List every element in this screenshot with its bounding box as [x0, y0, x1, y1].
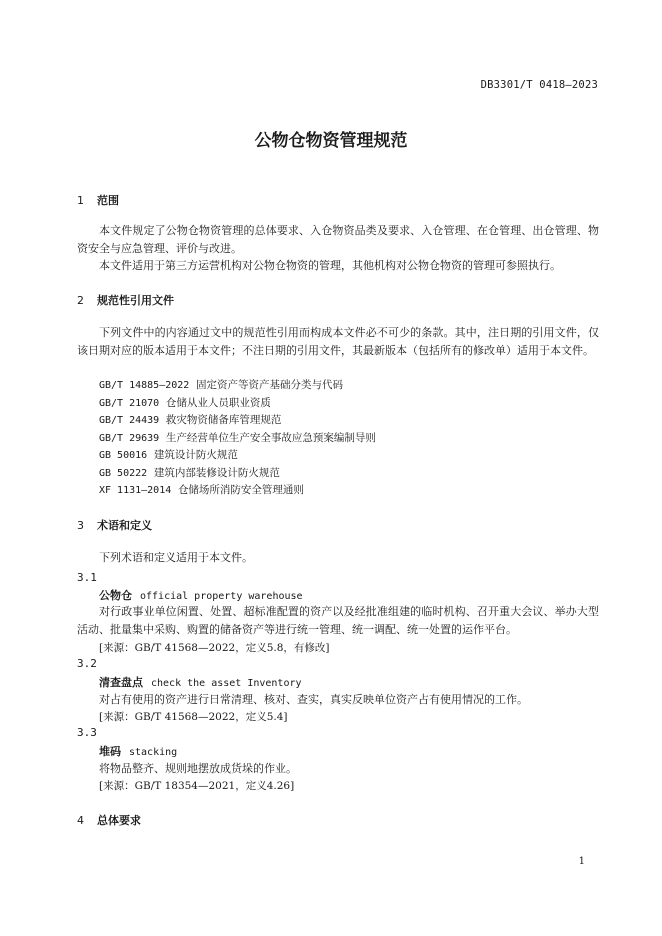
- term-definition: 将物品整齐、规则地摆放成货垛的作业。: [99, 762, 297, 775]
- term-name: 堆码 stacking: [99, 745, 178, 758]
- term-number: 3.2: [77, 657, 97, 670]
- section-4-heading: [77, 812, 141, 828]
- term-definition: 对占有使用的资产进行日常清理、核对、查实，真实反映单位资产占有使用情况的工作。: [99, 693, 528, 706]
- section-title: 规范性引用文件: [97, 294, 174, 307]
- section-title: 术语和定义: [97, 519, 152, 532]
- section-1-paragraph-1: 本文件规定了公物仓物资管理的总体要求、入仓物资品类及要求、入仓管理、在仓管理、出仓管理、物资安全与应急管理、评价与改进。: [77, 224, 599, 255]
- section-number: 2: [77, 294, 84, 307]
- normative-references-list: [99, 377, 376, 500]
- term-number: 3.1: [77, 571, 97, 584]
- reference-item: GB/T 29639 生产经营单位生产安全事故应急预案编制导则: [99, 431, 376, 444]
- reference-item: GB/T 14885—2022 固定资产等资产基础分类与代码: [99, 379, 343, 391]
- term-name: 公物仓 official property warehouse: [99, 589, 303, 602]
- section-number: 3: [77, 519, 84, 532]
- section-title: 范围: [97, 194, 119, 207]
- section-number: 1: [77, 194, 84, 207]
- term-number: 3.3: [77, 726, 97, 739]
- reference-item: GB/T 21070 仓储从业人员职业资质: [99, 396, 271, 409]
- section-title: 总体要求: [97, 814, 141, 827]
- section-3-intro: 下列术语和定义适用于本文件。: [99, 551, 253, 564]
- reference-item: GB/T 24439 救灾物资储备库管理规范: [99, 414, 282, 426]
- term-definition: 对行政事业单位闲置、处置、超标准配置的资产以及经批准组建的临时机构、召开重大会议、举办大型活动、批量集中采购、购置的储备资产等进行统一管理、统一调配、统一处置的运作平台。: [77, 605, 599, 636]
- section-1-paragraph-2: 本文件适用于第三方运营机构对公物仓物资的管理，其他机构对公物仓物资的管理可参照执行。: [99, 259, 561, 272]
- reference-item: XF 1131—2014 仓储场所消防安全管理通则: [99, 484, 304, 496]
- term-source: [来源：GB/T 18354—2021，定义4.26]: [99, 780, 295, 792]
- term-name: 清查盘点 check the asset Inventory: [99, 676, 302, 689]
- page-number: 1: [578, 856, 585, 867]
- document-number: DB3301/T 0418—2023: [480, 79, 598, 91]
- reference-item: GB 50016 建筑设计防火规范: [99, 449, 238, 461]
- reference-item: GB 50222 建筑内部装修设计防火规范: [99, 466, 280, 479]
- section-1-heading: [77, 192, 119, 208]
- section-3-heading: [77, 517, 152, 533]
- section-2-heading: [77, 292, 174, 308]
- page-title: 公物仓物资管理规范: [254, 131, 408, 151]
- term-source: [来源：GB/T 41568—2022，定义5.8，有修改]: [99, 642, 330, 654]
- section-number: 4: [77, 814, 84, 827]
- section-2-intro: 下列文件中的内容通过文中的规范性引用而构成本文件必不可少的条款。其中，注日期的引用文件，仅该日期对应的版本适用于本文件；不注日期的引用文件，其最新版本（包括所有的修改单）适用于本文件。: [77, 326, 599, 357]
- term-source: [来源：GB/T 41568—2022，定义5.4]: [99, 711, 288, 723]
